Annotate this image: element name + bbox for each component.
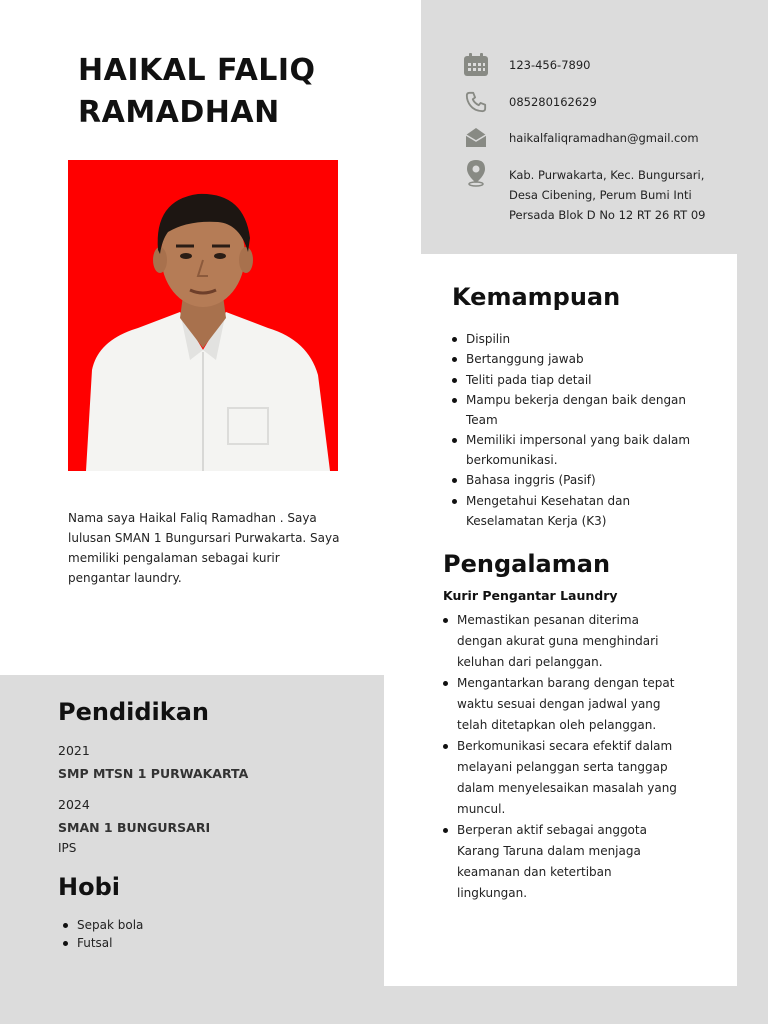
education-year: 2024	[58, 797, 90, 812]
list-item: Memiliki impersonal yang baik dalam berkomunikasi.	[452, 430, 692, 470]
list-item: Bahasa inggris (Pasif)	[452, 470, 692, 490]
contact-phone-secondary	[463, 89, 597, 115]
hobbies-heading: Hobi	[58, 873, 120, 901]
list-item: Berperan aktif sebagai anggota Karang Taruna dalam menjaga keamanan dan ketertiban lingkungan.	[443, 820, 683, 904]
location-pin-icon	[463, 160, 489, 186]
experience-list	[443, 610, 683, 904]
list-item: Memastikan pesanan diterima dengan akurat guna menghindari keluhan dari pelanggan.	[443, 610, 683, 673]
contact-text: haikalfaliqramadhan@gmail.com	[509, 131, 699, 145]
list-item: Dispilin	[452, 329, 692, 349]
address-line: Persada Blok D No 12 RT 26 RT 09	[509, 208, 706, 222]
address-line: Kab. Purwakarta, Kec. Bungursari,	[509, 168, 705, 182]
list-item: Sepak bola	[63, 916, 263, 934]
calendar-icon	[463, 52, 489, 78]
address-text	[509, 165, 739, 225]
contact-phone-primary	[463, 52, 591, 78]
phone-icon	[463, 89, 489, 115]
education-school: SMP MTSN 1 PURWAKARTA	[58, 766, 249, 781]
education-major: IPS	[58, 841, 77, 855]
profile-photo	[68, 160, 338, 471]
job-title: Kurir Pengantar Laundry	[443, 588, 618, 603]
contact-email	[463, 125, 699, 151]
list-item: Teliti pada tiap detail	[452, 370, 692, 390]
skills-list	[452, 329, 692, 531]
education-year: 2021	[58, 743, 90, 758]
list-item: Futsal	[63, 934, 263, 952]
hobbies-list	[63, 916, 263, 952]
skills-heading: Kemampuan	[452, 283, 621, 311]
contact-text: 085280162629	[509, 95, 597, 109]
name-line-2: RAMADHAN	[78, 95, 280, 130]
list-item: Berkomunikasi secara efektif dalam melayani pelanggan serta tanggap dalam menyelesaikan masalah yang muncul.	[443, 736, 683, 820]
envelope-icon	[463, 125, 489, 151]
education-school: SMAN 1 BUNGURSARI	[58, 820, 211, 835]
full-name	[78, 50, 398, 134]
experience-heading: Pengalaman	[443, 550, 611, 578]
contact-text: 123-456-7890	[509, 58, 591, 72]
address-line: Desa Cibening, Perum Bumi Inti	[509, 188, 692, 202]
list-item: Mampu bekerja dengan baik dengan Team	[452, 390, 692, 430]
name-line-1: HAIKAL FALIQ	[78, 53, 316, 88]
list-item: Mengantarkan barang dengan tepat waktu sesuai dengan jadwal yang telah ditetapkan oleh pelanggan.	[443, 673, 683, 736]
list-item: Mengetahui Kesehatan dan Keselamatan Kerja (K3)	[452, 491, 692, 531]
education-heading: Pendidikan	[58, 698, 210, 726]
about-paragraph: Nama saya Haikal Faliq Ramadhan . Saya lulusan SMAN 1 Bungursari Purwakarta. Saya memiliki pengalaman sebagai kurir pengantar laundry.	[68, 511, 340, 585]
contact-address	[463, 160, 706, 222]
list-item: Bertanggung jawab	[452, 349, 692, 369]
